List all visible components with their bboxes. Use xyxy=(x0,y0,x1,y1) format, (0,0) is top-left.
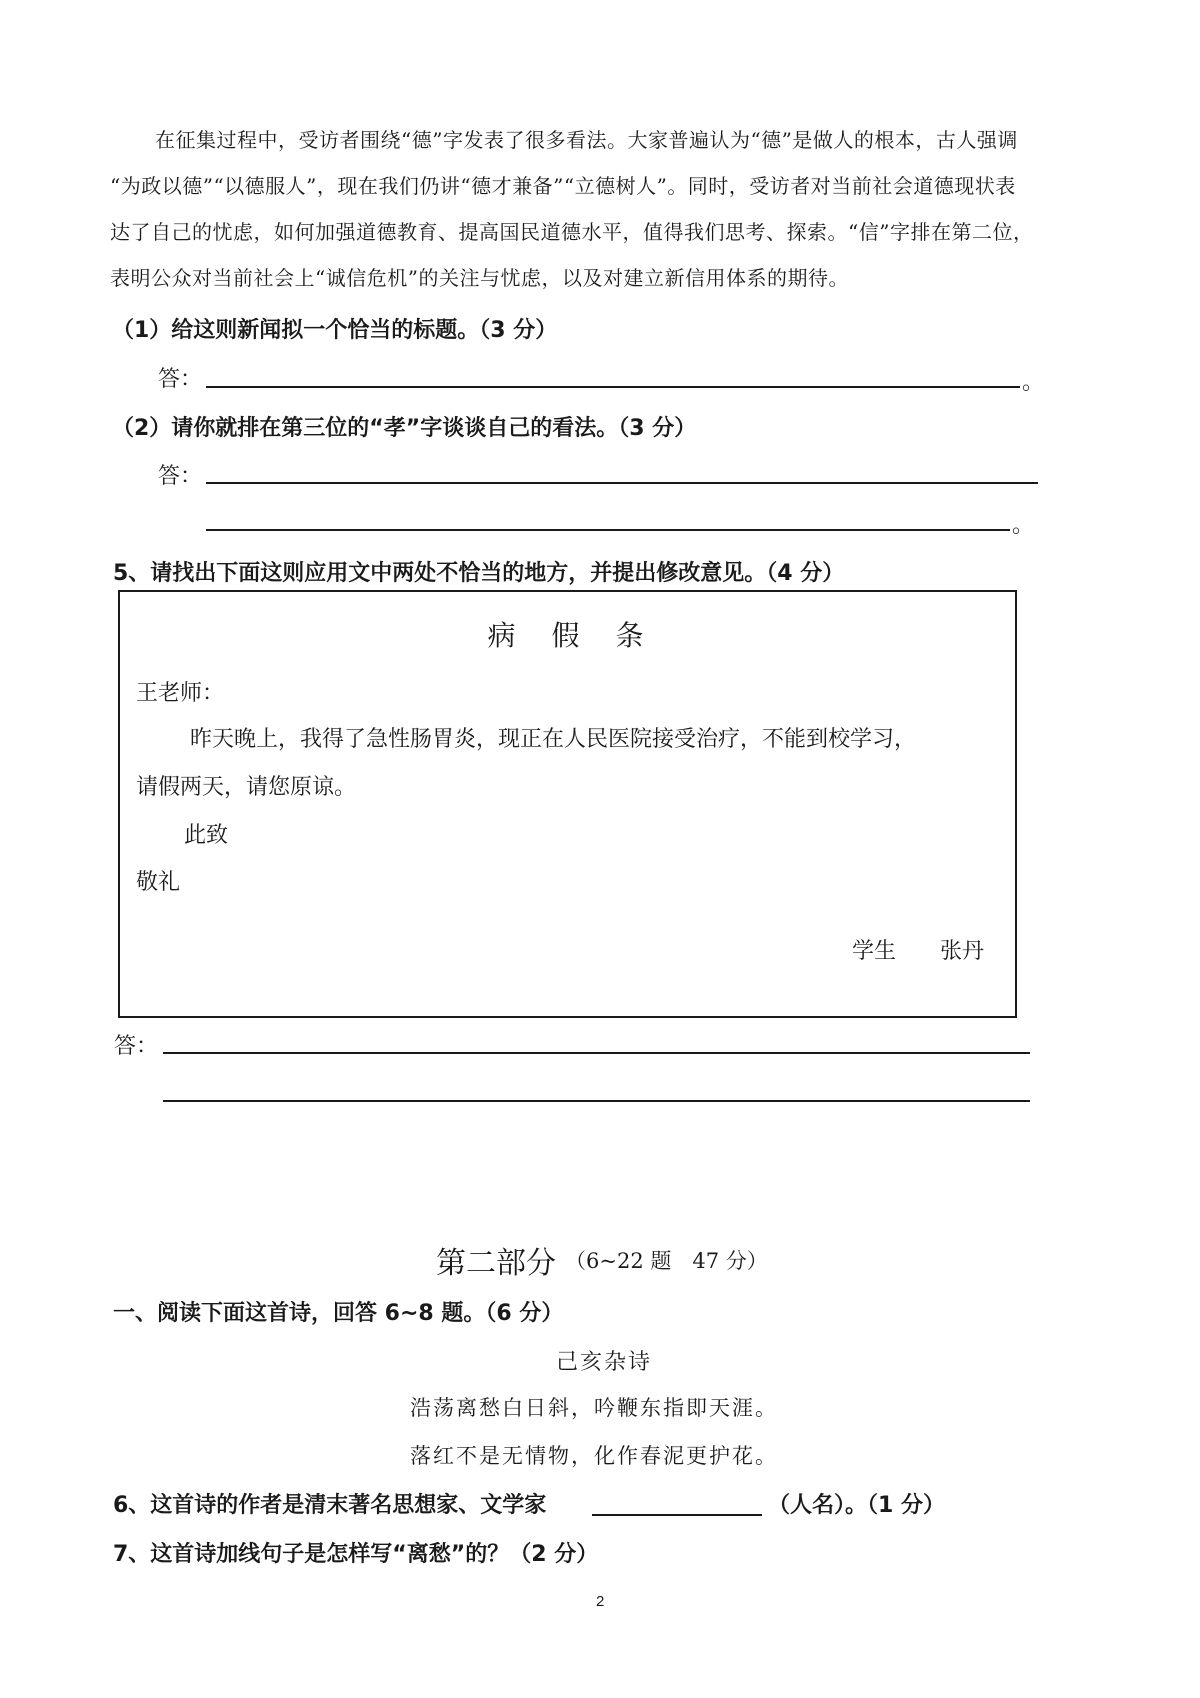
note-signature: 学生 张丹 xyxy=(852,939,985,964)
poem-line-1: 浩荡离愁白日斜，吟鞭东指即天涯。 xyxy=(410,1396,778,1420)
answer-blank-6[interactable] xyxy=(592,1514,762,1516)
question-5: 5、请找出下面这则应用文中两处不恰当的地方，并提出修改意见。（4 分） xyxy=(113,561,845,586)
sick-leave-note-box xyxy=(118,590,1017,1018)
news-paragraph-line-2: “为政以德”“以德服人”，现在我们仍讲“德才兼备”“立德树人”。同时，受访者对当前社会道德现状表 xyxy=(110,174,1016,198)
answer-label-4-1: 答： xyxy=(158,367,203,392)
note-salutation: 王老师： xyxy=(136,681,225,706)
question-6: 6、这首诗的作者是清末著名思想家、文学家 xyxy=(113,1493,547,1518)
news-paragraph-line-1: 在征集过程中，受访者围绕“德”字发表了很多看法。大家普遍认为“德”是做人的根本，古人强调 xyxy=(155,128,1018,152)
answer-end-4-2: 。 xyxy=(1012,513,1035,538)
poem-title: 己亥杂诗 xyxy=(556,1350,653,1375)
answer-label-5: 答： xyxy=(114,1034,159,1059)
news-paragraph-line-4: 表明公众对当前社会上“诚信危机”的关注与忧虑，以及对建立新信用体系的期待。 xyxy=(110,266,849,290)
question-4-2: （2）请你就排在第三位的“孝”字谈谈自己的看法。（3 分） xyxy=(112,416,697,441)
answer-line-5b[interactable] xyxy=(163,1100,1030,1102)
answer-label-4-2: 答： xyxy=(158,464,203,489)
question-7: 7、这首诗加线句子是怎样写“离愁”的？（2 分） xyxy=(113,1542,599,1567)
note-body-line-2: 请假两天，请您原谅。 xyxy=(136,775,357,800)
answer-line-5a[interactable] xyxy=(163,1052,1030,1054)
news-paragraph-line-3: 达了自己的忧虑，如何加强道德教育、提高国民道德水平，值得我们思考、探索。“信”字排在第二位， xyxy=(110,220,1034,244)
page-number: 2 xyxy=(596,1593,605,1610)
answer-line-4-1[interactable] xyxy=(206,386,1020,388)
part-2-heading-sub: （6~22 题 47 分） xyxy=(565,1249,768,1273)
answer-line-4-2b[interactable] xyxy=(206,529,1010,531)
answer-end-4-1: 。 xyxy=(1022,370,1045,395)
poem-line-2: 落红不是无情物，化作春泥更护花。 xyxy=(410,1444,778,1468)
section-1-heading: 一、阅读下面这首诗，回答 6~8 题。（6 分） xyxy=(113,1301,564,1326)
answer-line-4-2a[interactable] xyxy=(206,482,1038,484)
question-4-1: （1）给这则新闻拟一个恰当的标题。（3 分） xyxy=(112,318,558,343)
note-closing-1: 此致 xyxy=(184,823,229,848)
note-body-line-1: 昨天晚上，我得了急性肠胃炎，现正在人民医院接受治疗，不能到校学习， xyxy=(190,727,917,752)
note-closing-2: 敬礼 xyxy=(136,870,181,895)
question-6-suffix: （人名）。（1 分） xyxy=(768,1493,945,1518)
note-title: 病 假 条 xyxy=(487,619,648,652)
part-2-heading: 第二部分 xyxy=(436,1246,556,1281)
